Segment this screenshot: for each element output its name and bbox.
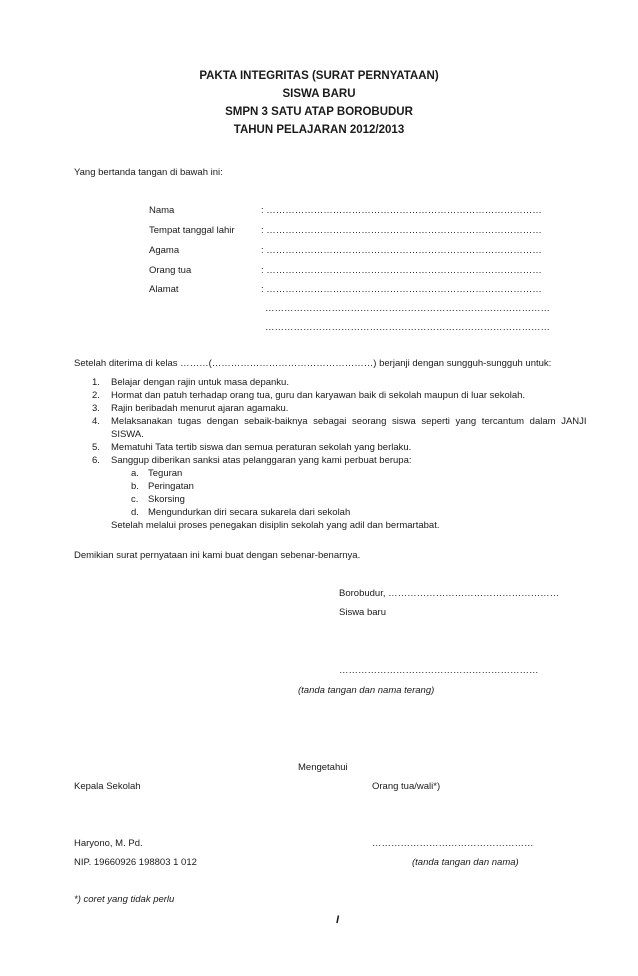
address-line-2: ……………………………………………………………………………… [265, 303, 550, 314]
guardian-role: Orang tua/wali*) [372, 781, 441, 792]
title-line-4: TAHUN PELAJARAN 2012/2013 [233, 124, 405, 136]
sanction-letter: a. [131, 468, 139, 479]
field-label-ttl: Tempat tanggal lahir [149, 225, 235, 236]
pledge-text: Melaksanakan tugas dengan sebaik-baiknya sebagai seorang siswa seperti yang tercantum dalam JANJI [111, 416, 587, 427]
principal-nip: NIP. 19660926 198803 1 012 [74, 857, 197, 868]
field-value-agama: : …………………………………………………………………………… [261, 245, 542, 256]
guardian-signature-caption: (tanda tangan dan nama) [412, 857, 519, 868]
sanction-letter: b. [131, 481, 139, 492]
sanction-text: Skorsing [148, 494, 185, 505]
pledge-num: 6. [92, 455, 100, 466]
student-signature-line: ……………………………………………………… [339, 665, 539, 676]
field-value-nama: : …………………………………………………………………………… [261, 205, 542, 216]
sanction-text: Teguran [148, 468, 183, 479]
title-line-2: SISWA BARU [282, 88, 356, 100]
sanction-letter: c. [131, 494, 139, 505]
sanction-text: Mengundurkan diri secara sukarela dari sekolah [148, 507, 351, 518]
principal-role: Kepala Sekolah [74, 781, 141, 792]
field-label-orang-tua: Orang tua [149, 265, 192, 276]
principal-name: Haryono, M. Pd. [74, 838, 143, 849]
acknowledge-text: Mengetahui [298, 762, 348, 773]
footnote: *) coret yang tidak perlu [74, 894, 175, 905]
pledge-num: 2. [92, 390, 100, 401]
pledge-num: 4. [92, 416, 100, 427]
field-value-orang-tua: : …………………………………………………………………………… [261, 265, 542, 276]
title-line-3: SMPN 3 SATU ATAP BOROBUDUR [225, 106, 413, 118]
field-label-nama: Nama [149, 205, 175, 216]
title-line-1: PAKTA INTEGRITAS (SURAT PERNYATAAN) [199, 70, 439, 82]
guardian-signature-line: …………………………………………… [372, 838, 534, 849]
after-sanctions-text: Setelah melalui proses penegakan disiplin sekolah yang adil dan bermartabat. [111, 520, 440, 531]
field-label-agama: Agama [149, 245, 180, 256]
closing-statement: Demikian surat pernyataan ini kami buat dengan sebenar-benarnya. [74, 550, 361, 561]
sanction-letter: d. [131, 507, 139, 518]
pledge-num: 5. [92, 442, 100, 453]
pledge-num: 3. [92, 403, 100, 414]
pledge-num: 1. [92, 377, 100, 388]
field-value-alamat: : …………………………………………………………………………… [261, 284, 542, 295]
sanction-text: Peringatan [148, 481, 194, 492]
pledge-text: Sanggup diberikan sanksi atas pelanggaran yang kami perbuat berupa: [111, 455, 412, 466]
pledge-intro: Setelah diterima di kelas ………(……………………………………………) berjanji dengan sungguh-sungguh untuk: [74, 358, 552, 369]
address-line-3: ……………………………………………………………………………… [265, 322, 550, 333]
pledge-text-cont: SISWA. [111, 429, 144, 440]
field-value-ttl: : …………………………………………………………………………… [261, 225, 542, 236]
pledge-text: Hormat dan patuh terhadap orang tua, guru dan karyawan baik di sekolah maupun di luar sekolah. [111, 390, 526, 401]
place-date: Borobudur, ……………………………………………… [339, 588, 560, 599]
intro-text: Yang bertanda tangan di bawah ini: [74, 167, 223, 178]
student-signature-caption: (tanda tangan dan nama terang) [298, 685, 435, 696]
student-role: Siswa baru [339, 607, 386, 618]
pledge-text: Mematuhi Tata tertib siswa dan semua peraturan sekolah yang berlaku. [111, 442, 412, 453]
field-label-alamat: Alamat [149, 284, 179, 295]
page-number: I [336, 914, 340, 926]
pledge-text: Rajin beribadah menurut ajaran agamaku. [111, 403, 289, 414]
pledge-text: Belajar dengan rajin untuk masa depanku. [111, 377, 289, 388]
